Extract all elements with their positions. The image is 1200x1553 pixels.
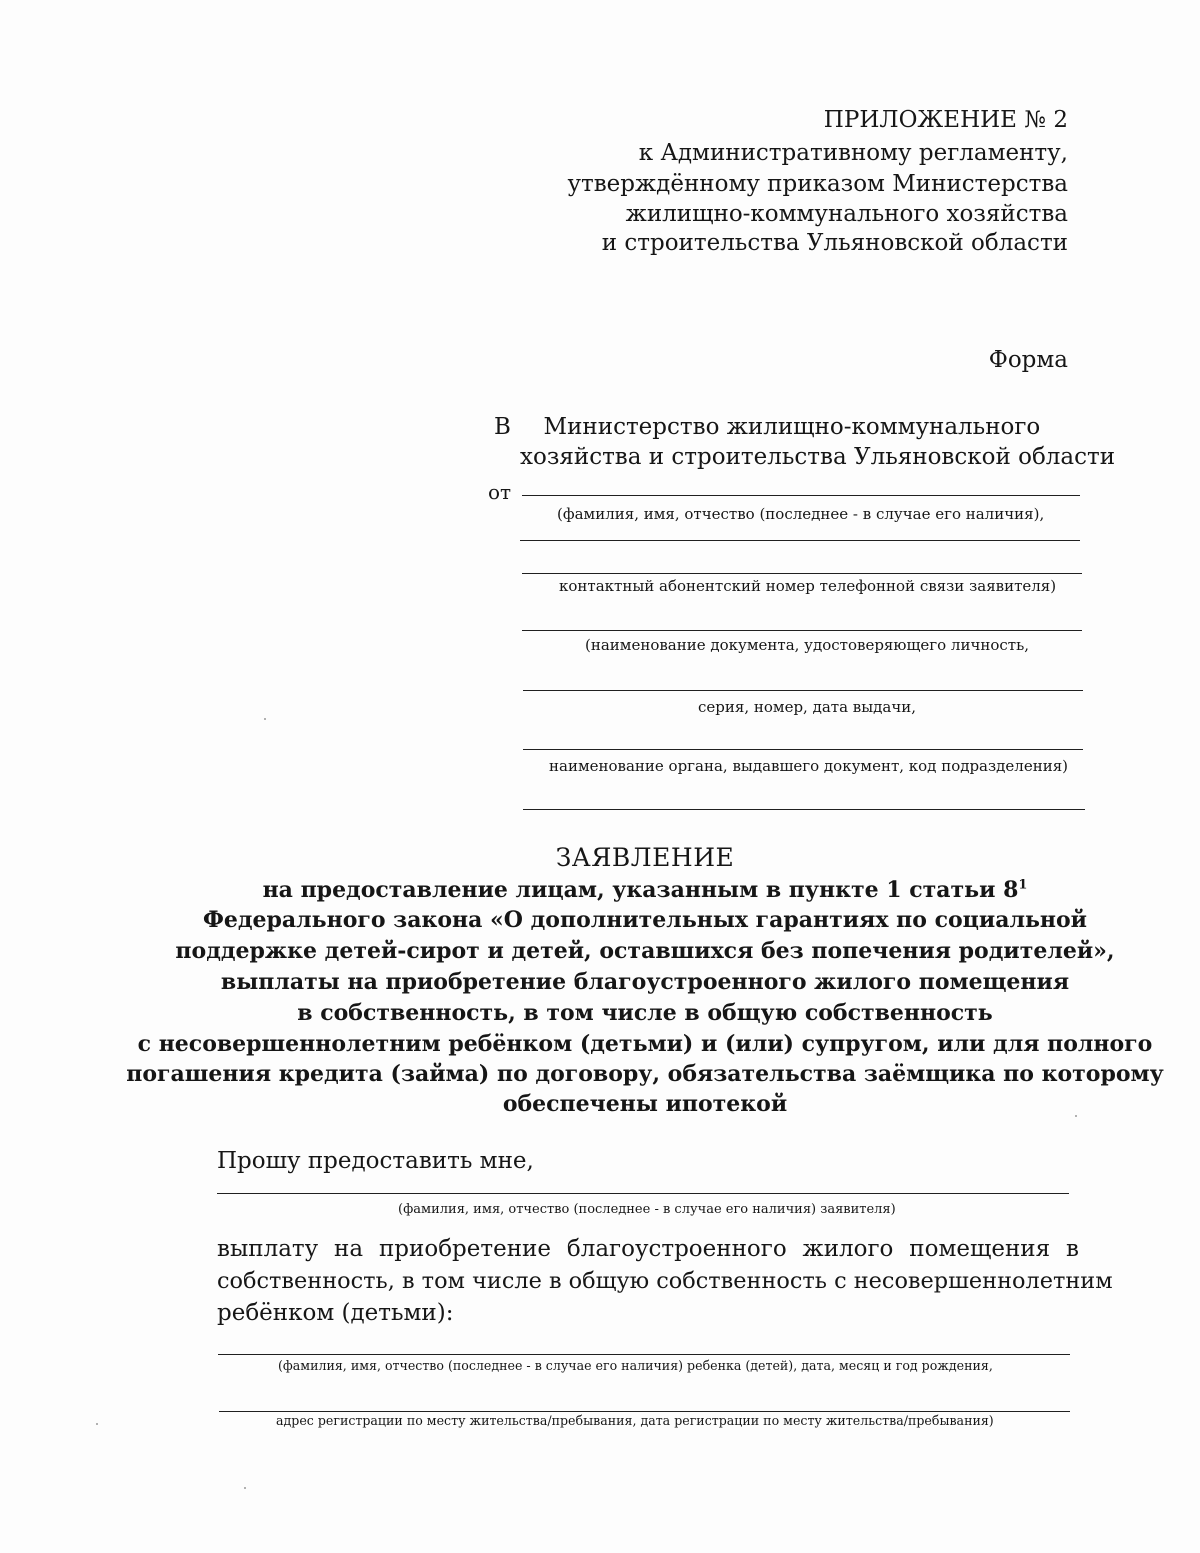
caption-applicant-fullname: (фамилия, имя, отчество (последнее - в случае его наличия) заявителя) (398, 1202, 896, 1217)
scan-speck (1075, 1115, 1077, 1117)
appendix-line-3: жилищно-коммунального хозяйства (625, 201, 1068, 227)
applicant-phone-field[interactable] (522, 573, 1082, 574)
paragraph-word: жилого (802, 1236, 894, 1262)
statement-title: ЗАЯВЛЕНИЕ (555, 843, 735, 872)
applicant-name-field[interactable] (522, 495, 1080, 496)
addressee-line-2: хозяйства и строительства Ульяновской области (520, 444, 1116, 470)
child-address-field[interactable] (219, 1411, 1070, 1412)
paragraph-word: на (334, 1236, 364, 1262)
paragraph-word: помещения (909, 1236, 1051, 1262)
caption-applicant-phone: контактный абонентский номер телефонной связи заявителя) (559, 577, 1057, 595)
identity-doc-issuer-field[interactable] (523, 749, 1083, 750)
caption-applicant-name: (фамилия, имя, отчество (последнее - в случае его наличия), (557, 505, 1045, 523)
paragraph-line-2: собственность, в том числе в общую собственность с несовершеннолетним (217, 1268, 1113, 1294)
identity-doc-issuer-field-2[interactable] (523, 809, 1085, 810)
identity-doc-series-field[interactable] (523, 690, 1083, 691)
statement-subtitle-line-3: поддержке детей-сирот и детей, оставшихся без попечения родителей», (175, 938, 1115, 964)
appendix-title: ПРИЛОЖЕНИЕ № 2 (823, 107, 1068, 133)
caption-child-address: адрес регистрации по месту жительства/пребывания, дата регистрации по месту жительства/пребывания) (276, 1413, 994, 1428)
appendix-line-2: утверждённому приказом Министерства (567, 171, 1068, 197)
addressee-line-1: Министерство жилищно-коммунального (543, 414, 1041, 440)
statement-subtitle-line-4: выплаты на приобретение благоустроенного жилого помещения (220, 969, 1070, 995)
paragraph-word: выплату (217, 1236, 319, 1262)
child-info-field[interactable] (218, 1354, 1070, 1355)
statement-subtitle-sup: 1 (1018, 877, 1028, 893)
identity-doc-name-field[interactable] (522, 630, 1082, 631)
addressee-block (494, 412, 1115, 472)
from-label: от (488, 480, 512, 504)
statement-subtitle-line-5: в собственность, в том числе в общую собственность (297, 1000, 993, 1026)
statement-subtitle-line-7: погашения кредита (займа) по договору, обязательства заёмщика по которому (126, 1061, 1164, 1087)
request-text: Прошу предоставить мне, (217, 1148, 534, 1174)
paragraph-line-3: ребёнком (детьми): (217, 1300, 454, 1326)
statement-subtitle-line-8: обеспечены ипотекой (502, 1091, 788, 1117)
caption-identity-doc-name: (наименование документа, удостоверяющего личность, (585, 636, 1030, 654)
caption-identity-doc-series: серия, номер, дата выдачи, (698, 698, 917, 716)
applicant-name-field-2[interactable] (520, 540, 1080, 541)
scan-speck (264, 718, 266, 720)
applicant-fullname-field[interactable] (217, 1193, 1069, 1194)
form-label: Форма (988, 347, 1068, 373)
paragraph-word: благоустроенного (566, 1236, 787, 1262)
statement-subtitle-line-1: на предоставление лицам, указанным в пункте 1 статьи $8^1$ (262, 877, 1028, 903)
paragraph-word: в (1065, 1236, 1079, 1262)
appendix-line-4: и строительства Ульяновской области (601, 230, 1068, 256)
addressee-prefix: В (494, 414, 511, 440)
paragraph-word: приобретение (378, 1236, 551, 1262)
appendix-line-1: к Административному регламенту, (638, 140, 1068, 166)
caption-identity-doc-issuer: наименование органа, выдавшего документ, код подразделения) (549, 757, 1069, 775)
scan-speck (96, 1423, 98, 1425)
statement-subtitle-line-2: Федерального закона «О дополнительных гарантиях по социальной (202, 907, 1088, 933)
caption-child-info: (фамилия, имя, отчество (последнее - в случае его наличия) ребенка (детей), дата, месяц и год рождения, (278, 1358, 993, 1373)
scan-speck (244, 1487, 246, 1489)
paragraph-line-1 (217, 1236, 1079, 1262)
statement-subtitle-line-6: с несовершеннолетним ребёнком (детьми) и (или) супругом, или для полного (137, 1031, 1153, 1057)
